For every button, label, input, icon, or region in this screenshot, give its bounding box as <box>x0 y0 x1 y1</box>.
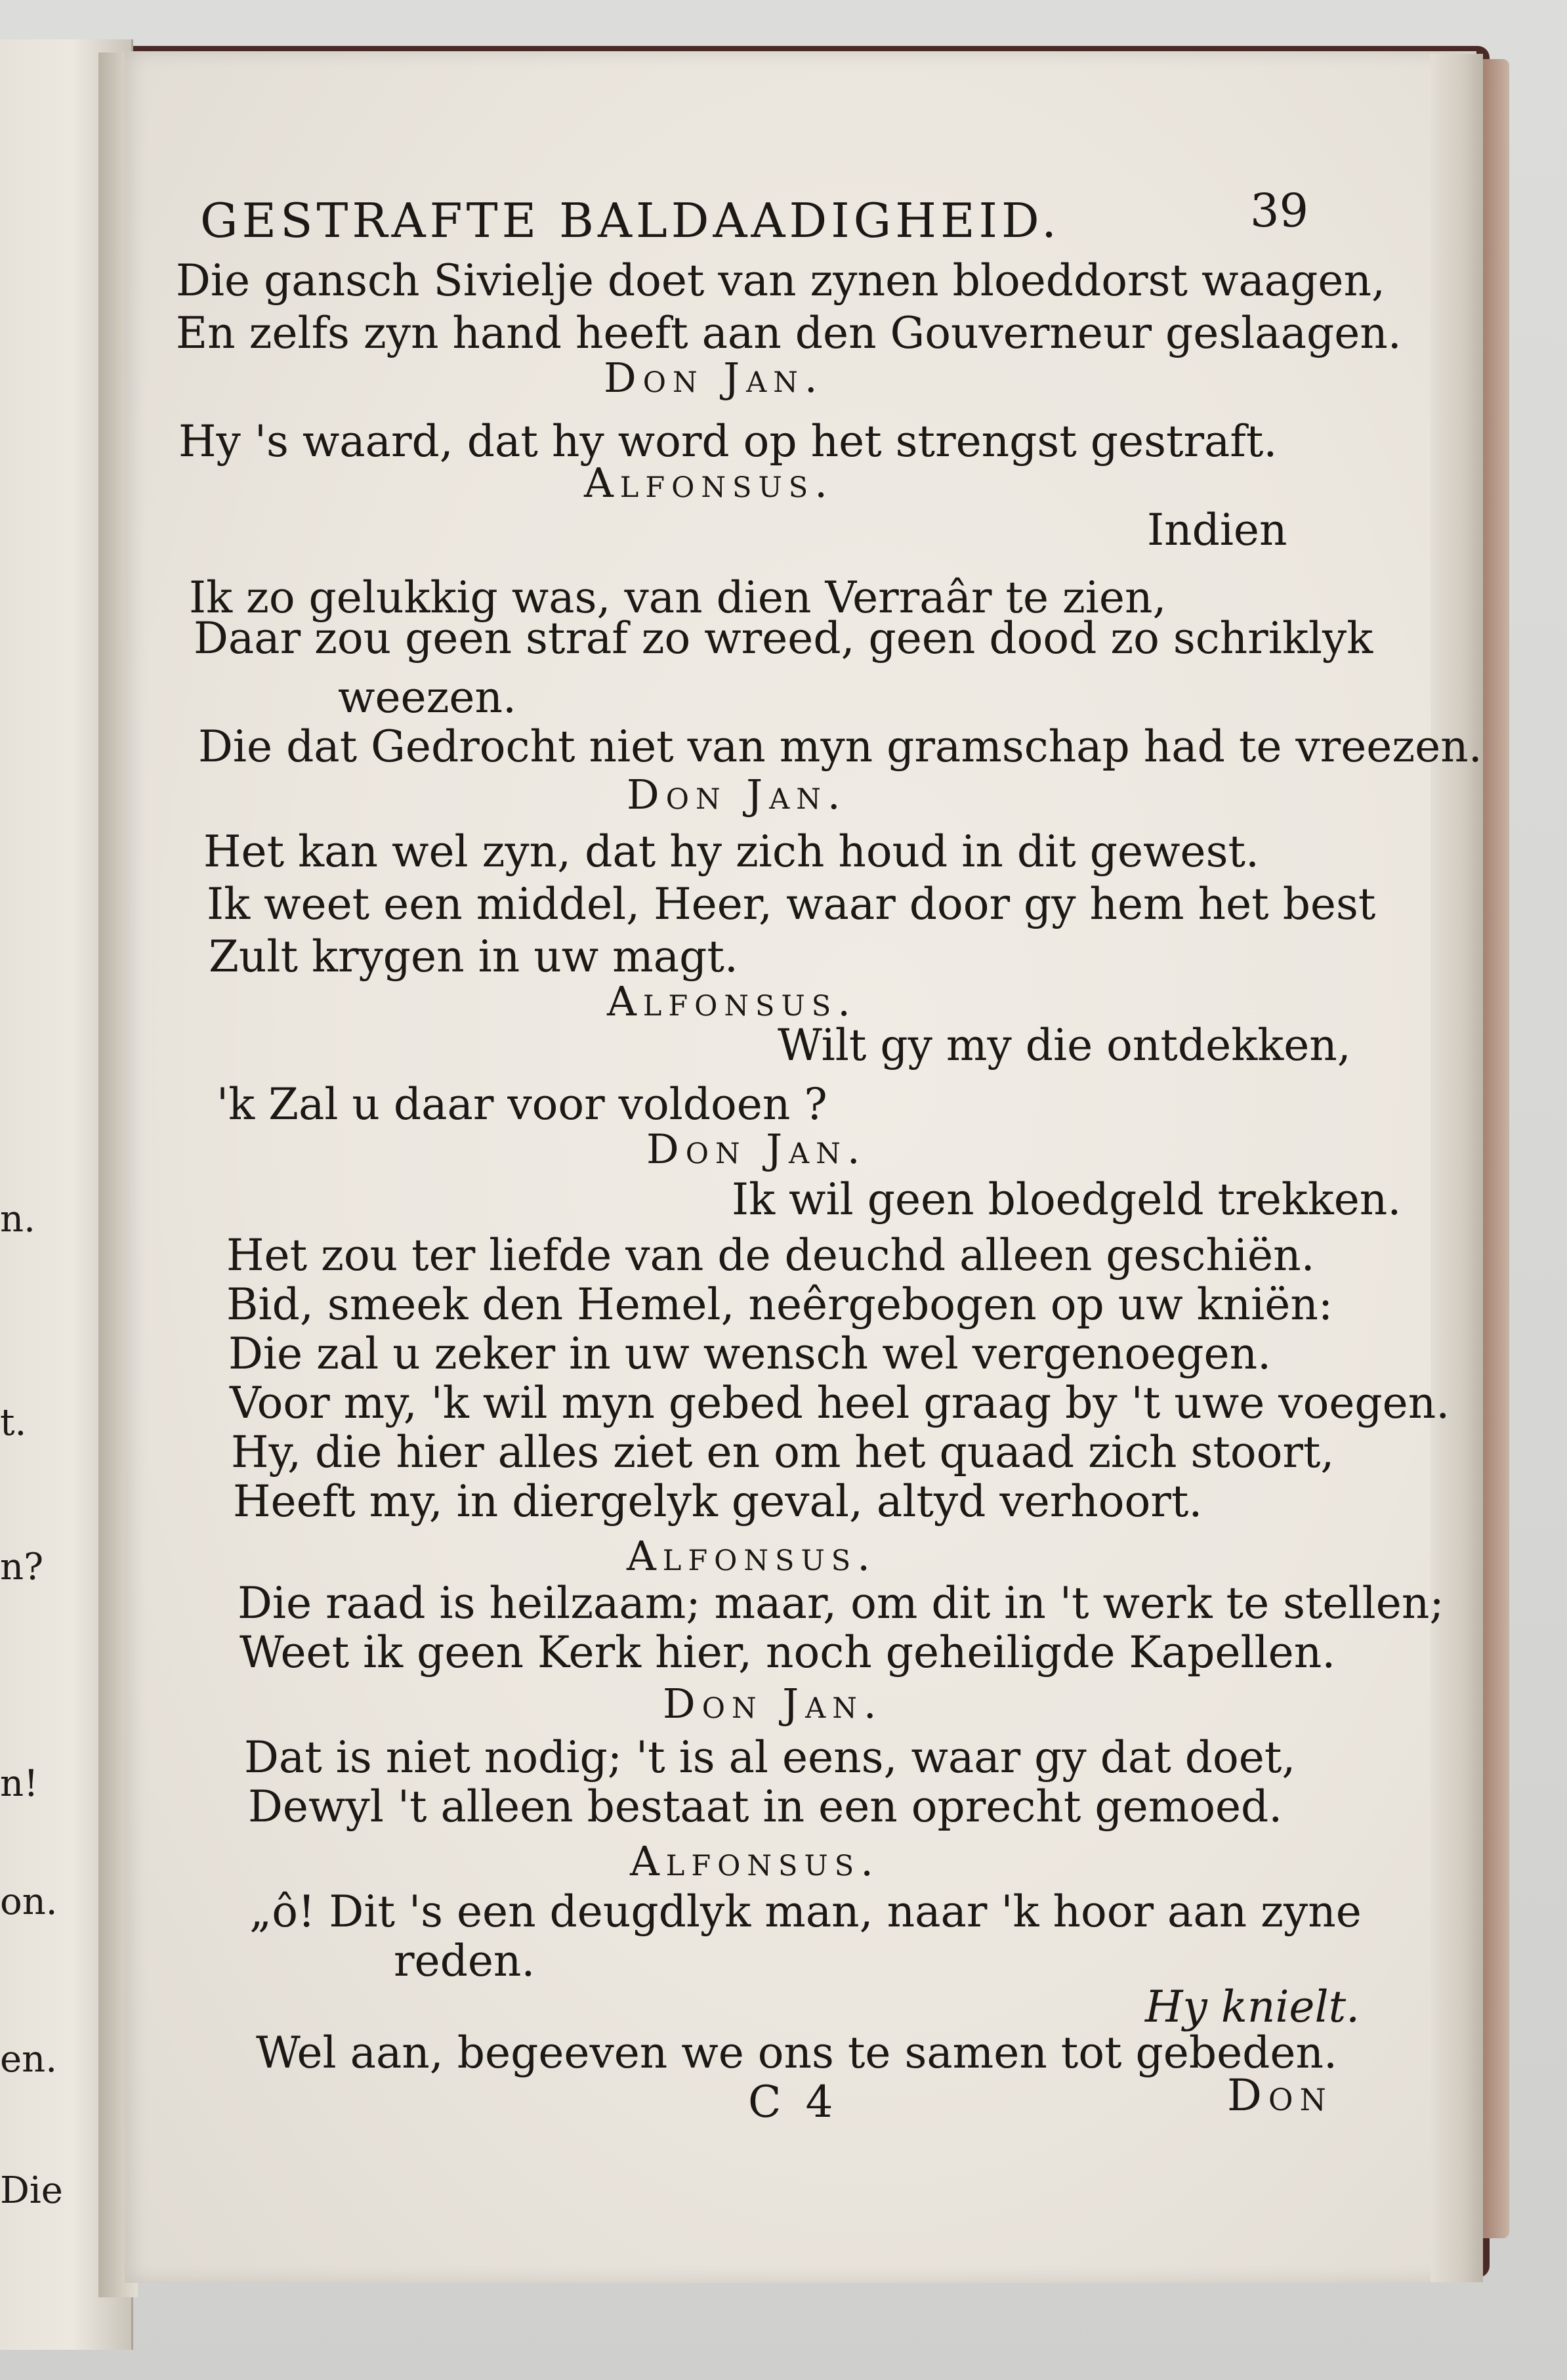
verse-line: Het zou ter liefde van de deuchd alleen geschiën. <box>226 1230 1315 1281</box>
verse-line: 'k Zal u daar voor voldoen ? <box>217 1079 827 1130</box>
verse-line: Daar zou geen straf zo wreed, geen dood zo schriklyk <box>194 613 1373 664</box>
left-page-fragment: Die <box>0 2169 63 2212</box>
catchword: Don <box>1227 2070 1333 2121</box>
verse-line: Het kan wel zyn, dat hy zich houd in dit gewest. <box>203 826 1259 877</box>
verse-line: Die dat Gedrocht niet van myn gramschap had te vreezen. <box>198 721 1482 772</box>
verse-line: weezen. <box>338 672 516 723</box>
speaker-name: Don Jan. <box>646 1125 867 1173</box>
verse-line: „ô! Dit 's een deugdlyk man, naar 'k hoor aan zyne <box>249 1886 1362 1937</box>
verse-line: En zelfs zyn hand heeft aan den Gouverneur geslaagen. <box>176 308 1402 358</box>
verse-line: Indien <box>1147 505 1287 555</box>
verse-line: Wilt gy my die ontdekken, <box>778 1020 1351 1071</box>
signature-mark: C 4 <box>748 2077 839 2127</box>
speaker-name: Alfonsus. <box>607 977 857 1025</box>
verse-line: Ik weet een middel, Heer, waar door gy hem het best <box>207 879 1376 929</box>
left-page-fragment: t. <box>0 1401 27 1444</box>
speaker-name: Alfonsus. <box>584 459 834 507</box>
speaker-name: Don Jan. <box>663 1680 883 1728</box>
left-page-fragment: n? <box>0 1546 44 1588</box>
verse-line: Die zal u zeker in uw wensch wel vergenoegen. <box>228 1328 1272 1379</box>
speaker-name: Don Jan. <box>604 354 824 402</box>
speaker-name: Alfonsus. <box>627 1532 877 1580</box>
verse-line: Dewyl 't alleen bestaat in een oprecht gemoed. <box>248 1781 1283 1832</box>
verse-line: reden. <box>394 1936 535 1986</box>
verse-line: Ik wil geen bloedgeld trekken. <box>732 1174 1402 1225</box>
running-title: GESTRAFTE BALDAADIGHEID. <box>200 193 1061 248</box>
left-page-fragment: en. <box>0 2038 58 2081</box>
verse-line: Wel aan, begeeven we ons te samen tot gebeden. <box>256 2028 1337 2078</box>
verse-line: Voor my, 'k wil myn gebed heel graag by 't uwe voegen. <box>230 1378 1450 1428</box>
left-page-fragment: n! <box>0 1762 39 1805</box>
verse-line: Weet ik geen Kerk hier, noch geheiligde Kapellen. <box>240 1627 1336 1678</box>
verse-line: Heeft my, in diergelyk geval, altyd verhoort. <box>233 1476 1203 1527</box>
left-page-fragment: on. <box>0 1881 58 1923</box>
verse-line: Die raad is heilzaam; maar, om dit in 't werk te stellen; <box>238 1578 1444 1628</box>
verse-line: Hy 's waard, dat hy word op het strengst gestraft. <box>178 416 1278 467</box>
speaker-name: Don Jan. <box>627 771 847 818</box>
verse-line: Bid, smeek den Hemel, neêrgebogen op uw kniën: <box>226 1279 1333 1330</box>
verse-line: Dat is niet nodig; 't is al eens, waar gy dat doet, <box>244 1732 1296 1783</box>
stage-direction: Hy knielt. <box>1145 1982 1360 2032</box>
verse-line: Die gansch Sivielje doet van zynen bloeddorst waagen, <box>176 255 1385 306</box>
page-number: 39 <box>1250 184 1309 238</box>
verse-line: Zult krygen in uw magt. <box>209 931 738 982</box>
speaker-name: Alfonsus. <box>630 1837 880 1885</box>
left-page-fragment: n. <box>0 1198 35 1241</box>
verse-line: Hy, die hier alles ziet en om het quaad zich stoort, <box>231 1427 1335 1477</box>
verse-line: Ik zo gelukkig was, van dien Verraâr te zien, <box>189 572 1167 623</box>
